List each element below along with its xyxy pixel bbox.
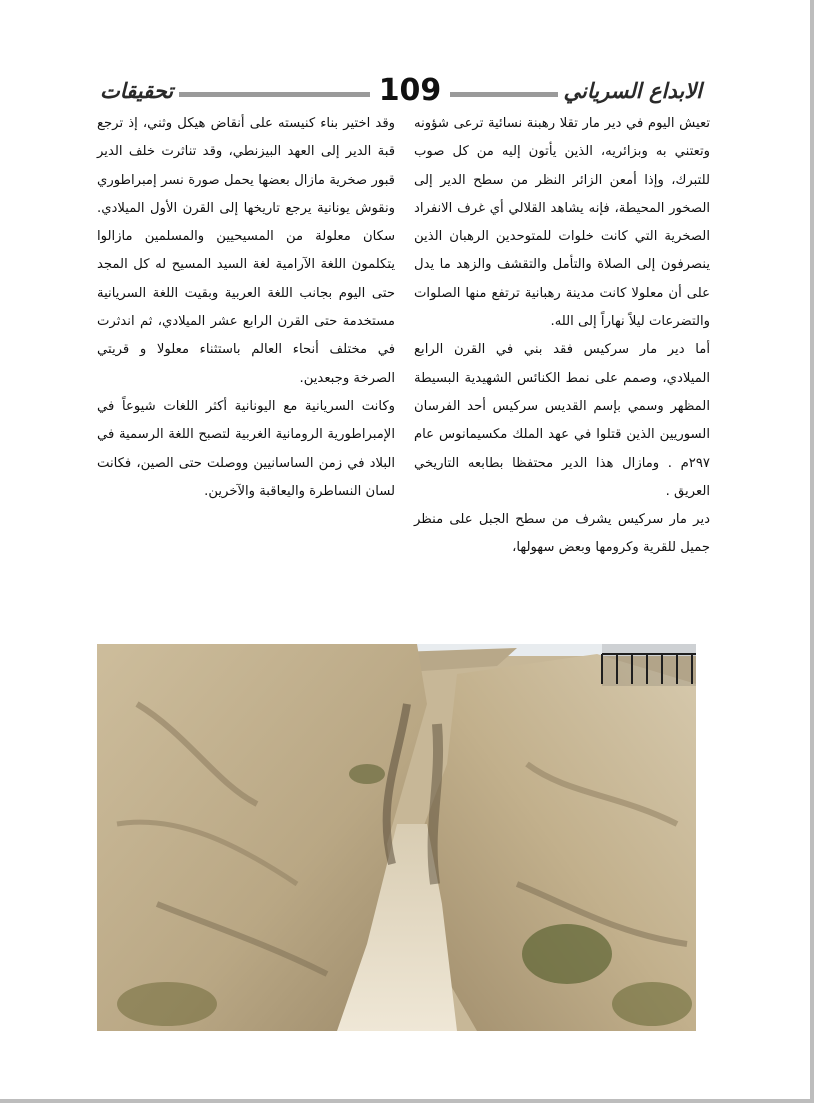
- gorge-illustration: [97, 644, 696, 1031]
- paragraph: دير مار سركيس يشرف من سطح الجبل على منظر جميل للقرية وكرومها وبعض سهولها،: [414, 512, 710, 556]
- paragraph: وكانت السريانية مع اليونانية أكثر اللغات شيوعاً في الإمبراطورية الرومانية الغربية لتصبح اللغة الرسمية في البلاد في زمن الساسانيين ووصلت حتى الصين، فكانت لسان النساطرة واليعاقبة والآخرين.: [97, 398, 395, 499]
- section-title: تحقيقات: [94, 76, 179, 106]
- paragraph: تعيش اليوم في دير مار تقلا رهبنة نسائية ترعى شؤونه وتعتني به وبزائريه، الذين يأتون إليه من كل صوب للتبرك، وإذا أمعن الزائر النظر من سطح الدير إلى الصخور المحيطة، فإنه يشاهد القلالي أي غرف الانفراد الصخرية التي كانت خلوات للمتوحدين الرهبان الذين ينصرفون إلى الصلاة والتأمل والتقشف والزهد ما يدل على أن معلولا كانت مدينة رهبانية ترتفع منها الصلوات والتضرعات ليلاً نهاراً إلى الله.: [414, 116, 710, 330]
- article-column-left: [97, 110, 395, 506]
- gorge-photo: [97, 644, 696, 1031]
- article-column-right: [414, 110, 710, 563]
- paragraph: وقد اختير بناء كنيسته على أنقاض هيكل وثني، إذ ترجع قبة الدير إلى العهد البيزنطي، وقد تناثرت خلف الدير قبور صخرية مازال بعضها يحمل صورة نسر إمبراطوري ونقوش يونانية يرجع تاريخها إلى القرن الأول الميلادي. سكان معلولة من المسيحيين والمسلمين مازالوا يتكلمون اللغة الآرامية لغة السيد المسيح له كل المجد حتى اليوم بجانب اللغة العربية وبقيت اللغة السريانية مستخدمة حتى القرن الرابع عشر الميلادي، ثم اندثرت في مختلف أنحاء العالم باستثناء معلولا و قريتي الصرخة وجبعدين.: [97, 116, 395, 386]
- paragraph: أما دير مار سركيس فقد بني في القرن الرابع الميلادي، وصمم على نمط الكنائس الشهيدية البسيطة المظهر وسمي بإسم القديس سركيس أحد الفرسان السوريين الذين قتلوا في عهد الملك مكسيمانوس عام ٢٩٧م . ومازال هذا الدير محتفظا بطابعه التاريخي العريق .: [414, 342, 710, 499]
- page-number: 109: [370, 72, 450, 110]
- magazine-title: الابداع السرياني: [558, 76, 709, 106]
